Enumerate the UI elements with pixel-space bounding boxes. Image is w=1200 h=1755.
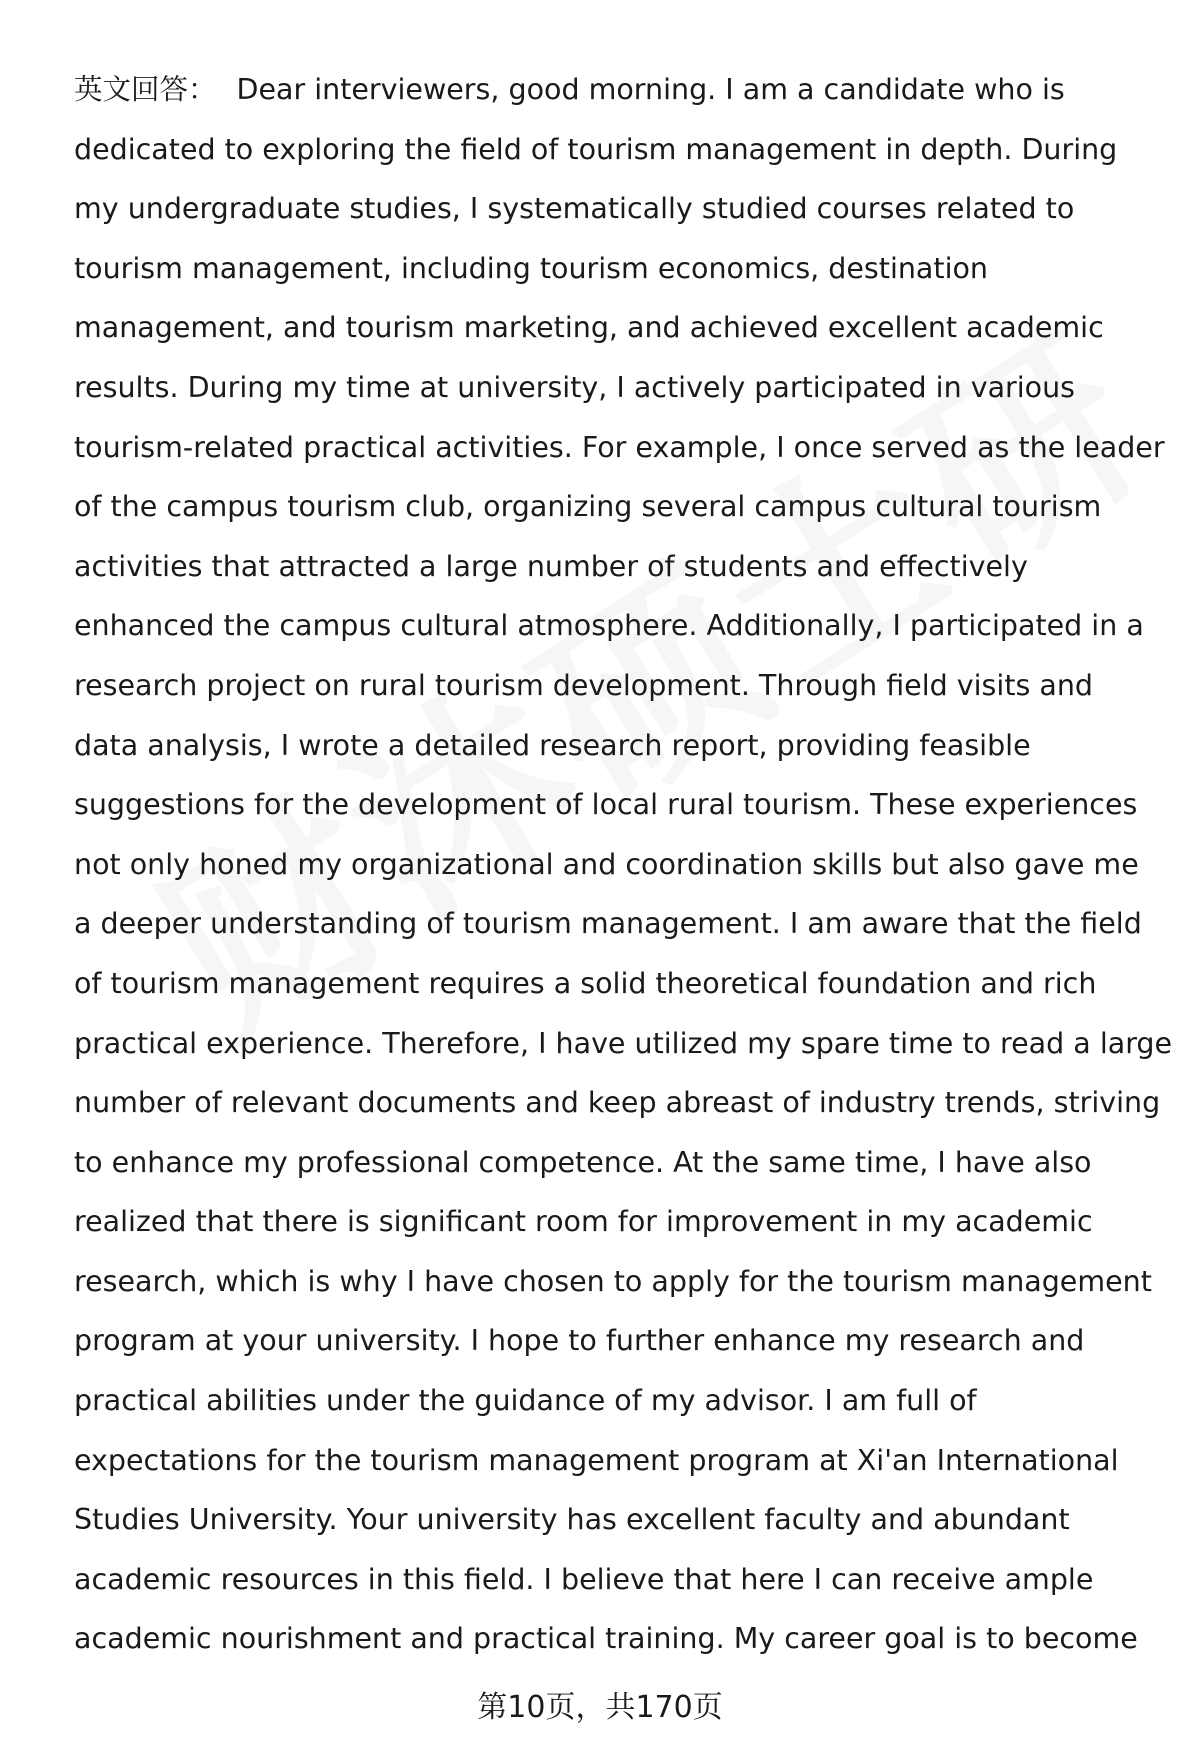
text-line: practical abilities under the guidance of my advisor. I am full of xyxy=(74,1384,977,1418)
text-line: tourism management, including tourism economics, destination xyxy=(74,251,988,285)
text-line: practical experience. Therefore, I have utilized my spare time to read a large xyxy=(74,1026,1173,1060)
text-line: academic nourishment and practical training. My career goal is to become xyxy=(74,1622,1138,1656)
text-line: of the campus tourism club, organizing several campus cultural tourism xyxy=(74,490,1102,524)
text-line: management, and tourism marketing, and achieved excellent academic xyxy=(74,311,1104,345)
text-line: dedicated to exploring the field of tourism management in depth. During xyxy=(74,132,1118,166)
text-line: my undergraduate studies, I systematically studied courses related to xyxy=(74,192,1075,226)
text-line: activities that attracted a large number of students and effectively xyxy=(74,549,1028,583)
answer-prefix-label: 英文回答： xyxy=(74,73,217,106)
text-line: results. During my time at university, I actively participated in various xyxy=(74,370,1076,404)
text-line: number of relevant documents and keep abreast of industry trends, striving xyxy=(74,1086,1161,1120)
page-indicator: 第10页，共170页 xyxy=(477,1690,723,1725)
text-line-content: Dear interviewers, good morning. I am a candidate who is xyxy=(236,73,1065,106)
text-line: a deeper understanding of tourism management. I am aware that the field xyxy=(74,907,1142,941)
text-line: academic resources in this field. I believe that here I can receive ample xyxy=(74,1562,1094,1596)
text-line: data analysis, I wrote a detailed research report, providing feasible xyxy=(74,728,1031,762)
text-line: of tourism management requires a solid theoretical foundation and rich xyxy=(74,966,1097,1000)
text-line: tourism-related practical activities. For example, I once served as the leader xyxy=(74,430,1165,464)
text-line: research project on rural tourism development. Through field visits and xyxy=(74,668,1094,702)
text-line: not only honed my organizational and coordination skills but also gave me xyxy=(74,847,1139,881)
text-line xyxy=(74,60,1164,120)
text-line: expectations for the tourism management program at Xi'an International xyxy=(74,1443,1119,1477)
text-line: Studies University. Your university has excellent faculty and abundant xyxy=(74,1503,1070,1537)
text-line: research, which is why I have chosen to apply for the tourism management xyxy=(74,1264,1152,1298)
answer-text-block xyxy=(74,60,1173,1669)
text-line: program at your university. I hope to further enhance my research and xyxy=(74,1324,1085,1358)
text-line: realized that there is significant room for improvement in my academic xyxy=(74,1205,1093,1239)
text-line: enhanced the campus cultural atmosphere. Additionally, I participated in a xyxy=(74,609,1144,643)
text-line: to enhance my professional competence. At the same time, I have also xyxy=(74,1145,1092,1179)
text-line: suggestions for the development of local rural tourism. These experiences xyxy=(74,788,1138,822)
